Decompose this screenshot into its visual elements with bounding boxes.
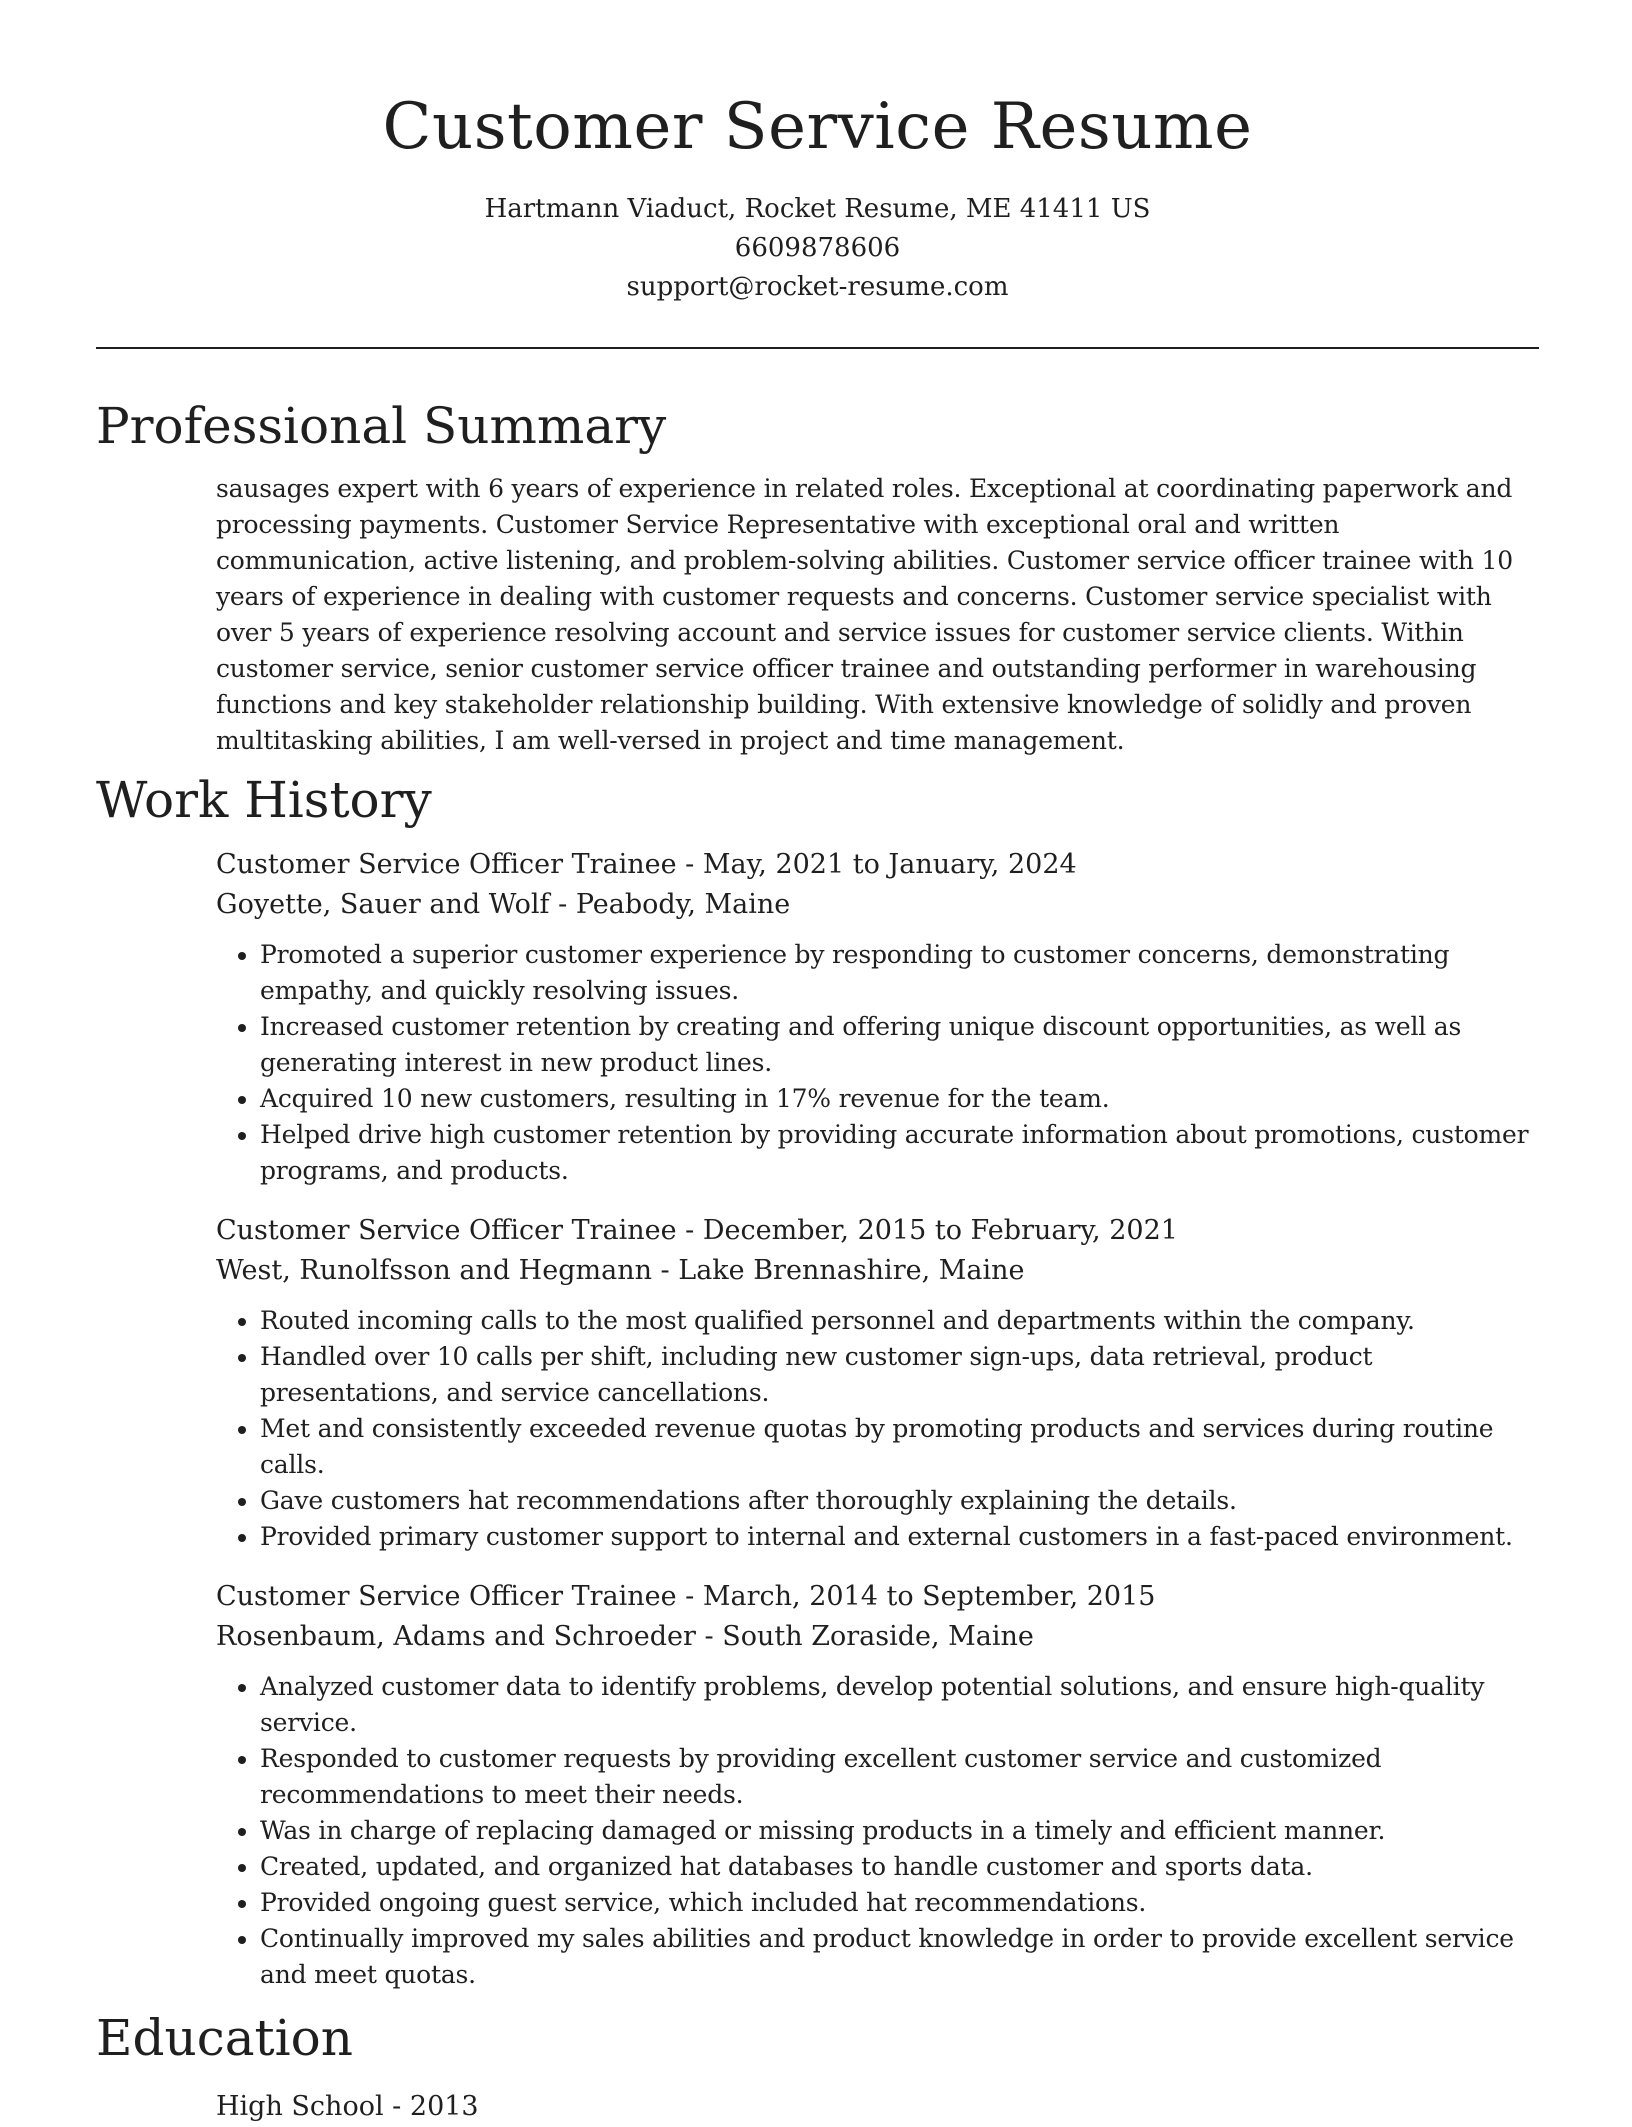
work-history-section: [96, 845, 1539, 1993]
job-company-line: [216, 1617, 1539, 1657]
education-heading: Education: [96, 2009, 353, 2067]
separator: -: [676, 1581, 703, 1612]
job-entry: [216, 1577, 1539, 1993]
bullet-item: • Was in charge of replacing damaged or missing products in a timely and efficient manner.: [260, 1813, 1539, 1849]
work-history-heading: Work History: [96, 771, 432, 829]
bullet-item: • Handled over 10 calls per shift, including new customer sign-ups, data retrieval, product presentations, and service cancellations.: [260, 1339, 1539, 1411]
education-degree: High School: [216, 2091, 384, 2122]
job-dates: May, 2021 to January, 2024: [702, 849, 1077, 880]
job-entry: [216, 845, 1539, 1189]
contact-email: support@rocket-resume.com: [626, 272, 1009, 302]
separator: -: [676, 1215, 703, 1246]
job-company: West, Runolfsson and Hegmann: [216, 1255, 652, 1286]
bullet-item: • Helped drive high customer retention by providing accurate information about promotions, customer programs, and products.: [260, 1117, 1539, 1189]
summary-heading: Professional Summary: [96, 397, 667, 455]
resume-header: [96, 0, 1539, 307]
job-title-line: [216, 1577, 1539, 1617]
job-dates: December, 2015 to February, 2021: [702, 1215, 1178, 1246]
job-role: Customer Service Officer Trainee: [216, 1215, 677, 1246]
bullet-item: • Responded to customer requests by providing excellent customer service and customized recommendations to meet their needs.: [260, 1741, 1539, 1813]
separator: -: [383, 2091, 410, 2122]
education-year: 2013: [409, 2091, 479, 2122]
bullet-item: • Routed incoming calls to the most qualified personnel and departments within the company.: [260, 1303, 1539, 1339]
bullet-item: • Continually improved my sales abilities and product knowledge in order to provide excellent service and meet quotas.: [260, 1921, 1539, 1993]
job-location: South Zoraside, Maine: [722, 1621, 1034, 1652]
bullet-item: • Provided primary customer support to internal and external customers in a fast-paced environment.: [260, 1519, 1539, 1555]
contact-address: Hartmann Viaduct, Rocket Resume, ME 41411 US: [484, 194, 1151, 224]
bullet-item: • Acquired 10 new customers, resulting in 17% revenue for the team.: [260, 1081, 1539, 1117]
job-bullets: [216, 1303, 1539, 1555]
job-bullets: [216, 1669, 1539, 1993]
bullet-item: • Gave customers hat recommendations after thoroughly explaining the details.: [260, 1483, 1539, 1519]
job-location: Peabody, Maine: [575, 889, 791, 920]
summary-text: sausages expert with 6 years of experience in related roles. Exceptional at coordinating paperwork and processing payments. Customer Service Representative with exceptional oral and written communication, active listening, and problem-solving abilities. Customer service officer trainee with 10 years of experience in dealing with customer requests and concerns. Customer service specialist with over 5 years of experience resolving account and service issues for customer service clients. Within customer service, senior customer service officer trainee and outstanding performer in warehousing functions and key stakeholder relationship building. With extensive knowledge of solidly and proven multitasking abilities, I am well-versed in project and time management.: [216, 474, 1513, 755]
summary-section: [96, 471, 1539, 759]
job-title-line: [216, 1211, 1539, 1251]
contact-phone: 6609878606: [734, 233, 901, 263]
job-company: Goyette, Sauer and Wolf: [216, 889, 550, 920]
bullet-item: • Provided ongoing guest service, which included hat recommendations.: [260, 1885, 1539, 1921]
job-company: Rosenbaum, Adams and Schroeder: [216, 1621, 696, 1652]
header-divider: [96, 347, 1539, 349]
separator: -: [549, 889, 576, 920]
education-entry: [216, 2087, 1539, 2127]
bullet-item: • Met and consistently exceeded revenue quotas by promoting products and services during routine calls.: [260, 1411, 1539, 1483]
resume-page: [96, 0, 1539, 2127]
bullet-item: • Promoted a superior customer experience by responding to customer concerns, demonstrating empathy, and quickly resolving issues.: [260, 937, 1539, 1009]
separator: -: [651, 1255, 679, 1286]
job-location: Lake Brennashire, Maine: [678, 1255, 1025, 1286]
bullet-item: • Increased customer retention by creating and offering unique discount opportunities, as well as generating interest in new product lines.: [260, 1009, 1539, 1081]
separator: -: [695, 1621, 723, 1652]
job-role: Customer Service Officer Trainee: [216, 1581, 677, 1612]
separator: -: [676, 849, 703, 880]
bullet-item: • Created, updated, and organized hat databases to handle customer and sports data.: [260, 1849, 1539, 1885]
job-bullets: [216, 937, 1539, 1189]
job-company-line: [216, 1251, 1539, 1291]
job-title-line: [216, 845, 1539, 885]
education-section: [96, 2087, 1539, 2127]
job-entry: [216, 1211, 1539, 1555]
job-dates: March, 2014 to September, 2015: [702, 1581, 1156, 1612]
bullet-item: • Analyzed customer data to identify problems, develop potential solutions, and ensure high-quality service.: [260, 1669, 1539, 1741]
resume-title: Customer Service Resume: [382, 90, 1253, 164]
job-role: Customer Service Officer Trainee: [216, 849, 677, 880]
job-company-line: [216, 885, 1539, 925]
